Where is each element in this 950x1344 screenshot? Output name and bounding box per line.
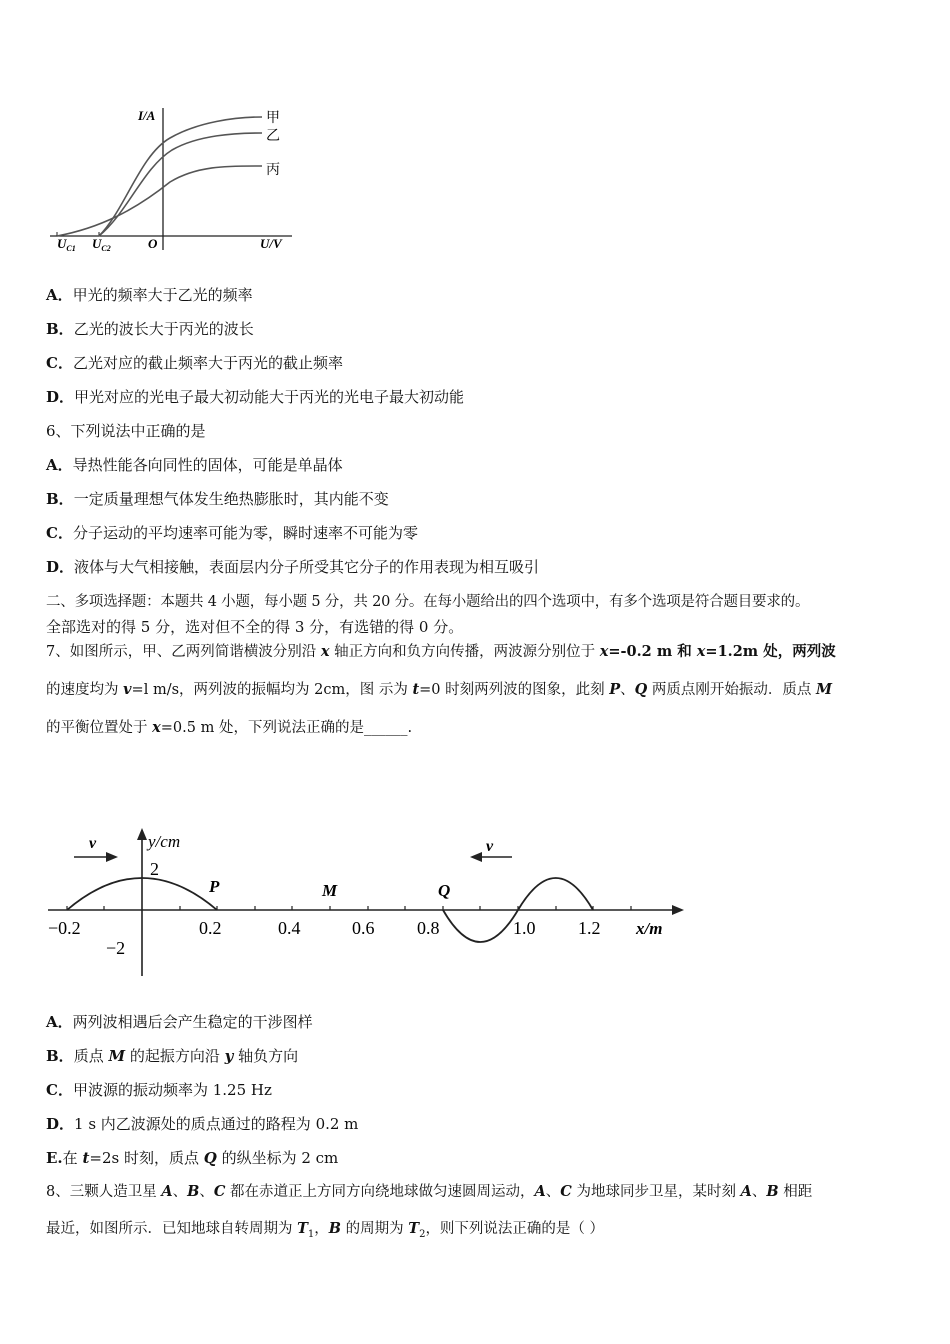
q6-stem: 6、下列说法中正确的是: [46, 422, 206, 440]
curve-label-jia: 甲: [266, 111, 280, 126]
velocity-label-right: v: [486, 838, 494, 855]
x-axis-arrow: [672, 905, 684, 915]
q7-option-d: D．1 s 内乙波源处的质点通过的路程为 0.2 m: [46, 1115, 359, 1133]
q7-stem-line2: 的速度均为 v=l m/s，两列波的振幅均为 2cm，图 示为 t=0 时刻两列波的图象，此刻 P、Q 两质点刚开始振动．质点 M: [46, 681, 833, 698]
x-axis-label: x/m: [636, 919, 663, 938]
point-q-label: Q: [438, 881, 451, 900]
point-p-label: P: [209, 877, 220, 896]
origin-label: O: [148, 236, 158, 251]
q8-stem-line1: 8、三颗人造卫星 A、B、C 都在赤道正上方同方向绕地球做匀速圆周运动，A、C 为地球同步卫星，某时刻 A、B 相距: [46, 1183, 813, 1200]
curve-yi: [99, 133, 262, 236]
q5-option-d: D．甲光对应的光电子最大初动能大于丙光的光电子最大初动能: [46, 388, 465, 406]
velocity-label-left: v: [89, 835, 97, 852]
tick-label: 0.6: [352, 918, 375, 938]
i-axis-label: I/A: [138, 108, 156, 123]
uc1-label: $U_{C1}$: [57, 236, 76, 253]
wave-diagram: [0, 820, 700, 990]
photoelectric-iu-graph: [40, 100, 300, 260]
tick-label: 1.2: [578, 918, 601, 938]
q7-stem-line3: 的平衡位置处于 x=0.5 m 处，下列说法正确的是______.: [46, 719, 413, 736]
velocity-arrowhead-right: [470, 852, 482, 862]
velocity-arrowhead-left: [106, 852, 118, 862]
tick-label: −0.2: [48, 918, 81, 938]
uc2-label: $U_{C2}$: [92, 236, 111, 253]
curve-label-bing: 丙: [266, 163, 280, 178]
curve-label-yi: 乙: [266, 129, 280, 144]
q6-option-a: A．导热性能各向同性的固体，可能是单晶体: [46, 456, 343, 474]
section2-line2: 全部选对的得 5 分，选对但不全的得 3 分，有选错的得 0 分。: [46, 618, 464, 636]
tick-label: 0.4: [278, 918, 301, 938]
q5-option-c: C．乙光对应的截止频率大于丙光的截止频率: [46, 354, 343, 372]
q7-stem-line1: 7、如图所示，甲、乙两列简谐横波分别沿 x 轴正方向和负方向传播，两波源分别位于 x=-0.2 m 和 x=1.2m 处，两列波: [46, 643, 836, 660]
tick-label: 1.0: [513, 918, 536, 938]
y-axis-label: y/cm: [148, 832, 181, 851]
q7-option-e: E.在 t=2s 时刻，质点 Q 的纵坐标为 2 cm: [46, 1149, 339, 1167]
tick-label: 0.8: [417, 918, 440, 938]
q6-option-b: B．一定质量理想气体发生绝热膨胀时，其内能不变: [46, 490, 389, 508]
u-axis-label: U/V: [260, 236, 282, 251]
curve-bing: [57, 166, 262, 236]
y-value-positive: 2: [150, 859, 159, 879]
q7-option-a: A．两列波相遇后会产生稳定的干涉图样: [46, 1013, 313, 1031]
y-axis-arrow: [137, 828, 147, 840]
q7-option-c: C．甲波源的振动频率为 1.25 Hz: [46, 1081, 272, 1099]
q6-option-d: D．液体与大气相接触，表面层内分子所受其它分子的作用表现为相互吸引: [46, 558, 540, 576]
section2-line1: 二、多项选择题：本题共 4 小题，每小题 5 分，共 20 分。在每小题给出的四个选项中，有多个选项是符合题目要求的。: [46, 594, 810, 610]
point-m-label: M: [322, 881, 338, 900]
q7-option-b: B．质点 M 的起振方向沿 y 轴负方向: [46, 1047, 299, 1065]
tick-label: 0.2: [199, 918, 222, 938]
q8-stem-line2: 最近，如图所示．已知地球自转周期为 $T_1$，B 的周期为 $T_2$，则下列说法正确的是（ ）: [46, 1220, 605, 1240]
q6-option-c: C．分子运动的平均速率可能为零，瞬时速率不可能为零: [46, 524, 418, 542]
q5-option-b: B．乙光的波长大于丙光的波长: [46, 320, 254, 338]
y-value-negative: −2: [106, 938, 126, 958]
q5-option-a: A．甲光的频率大于乙光的频率: [46, 286, 253, 304]
